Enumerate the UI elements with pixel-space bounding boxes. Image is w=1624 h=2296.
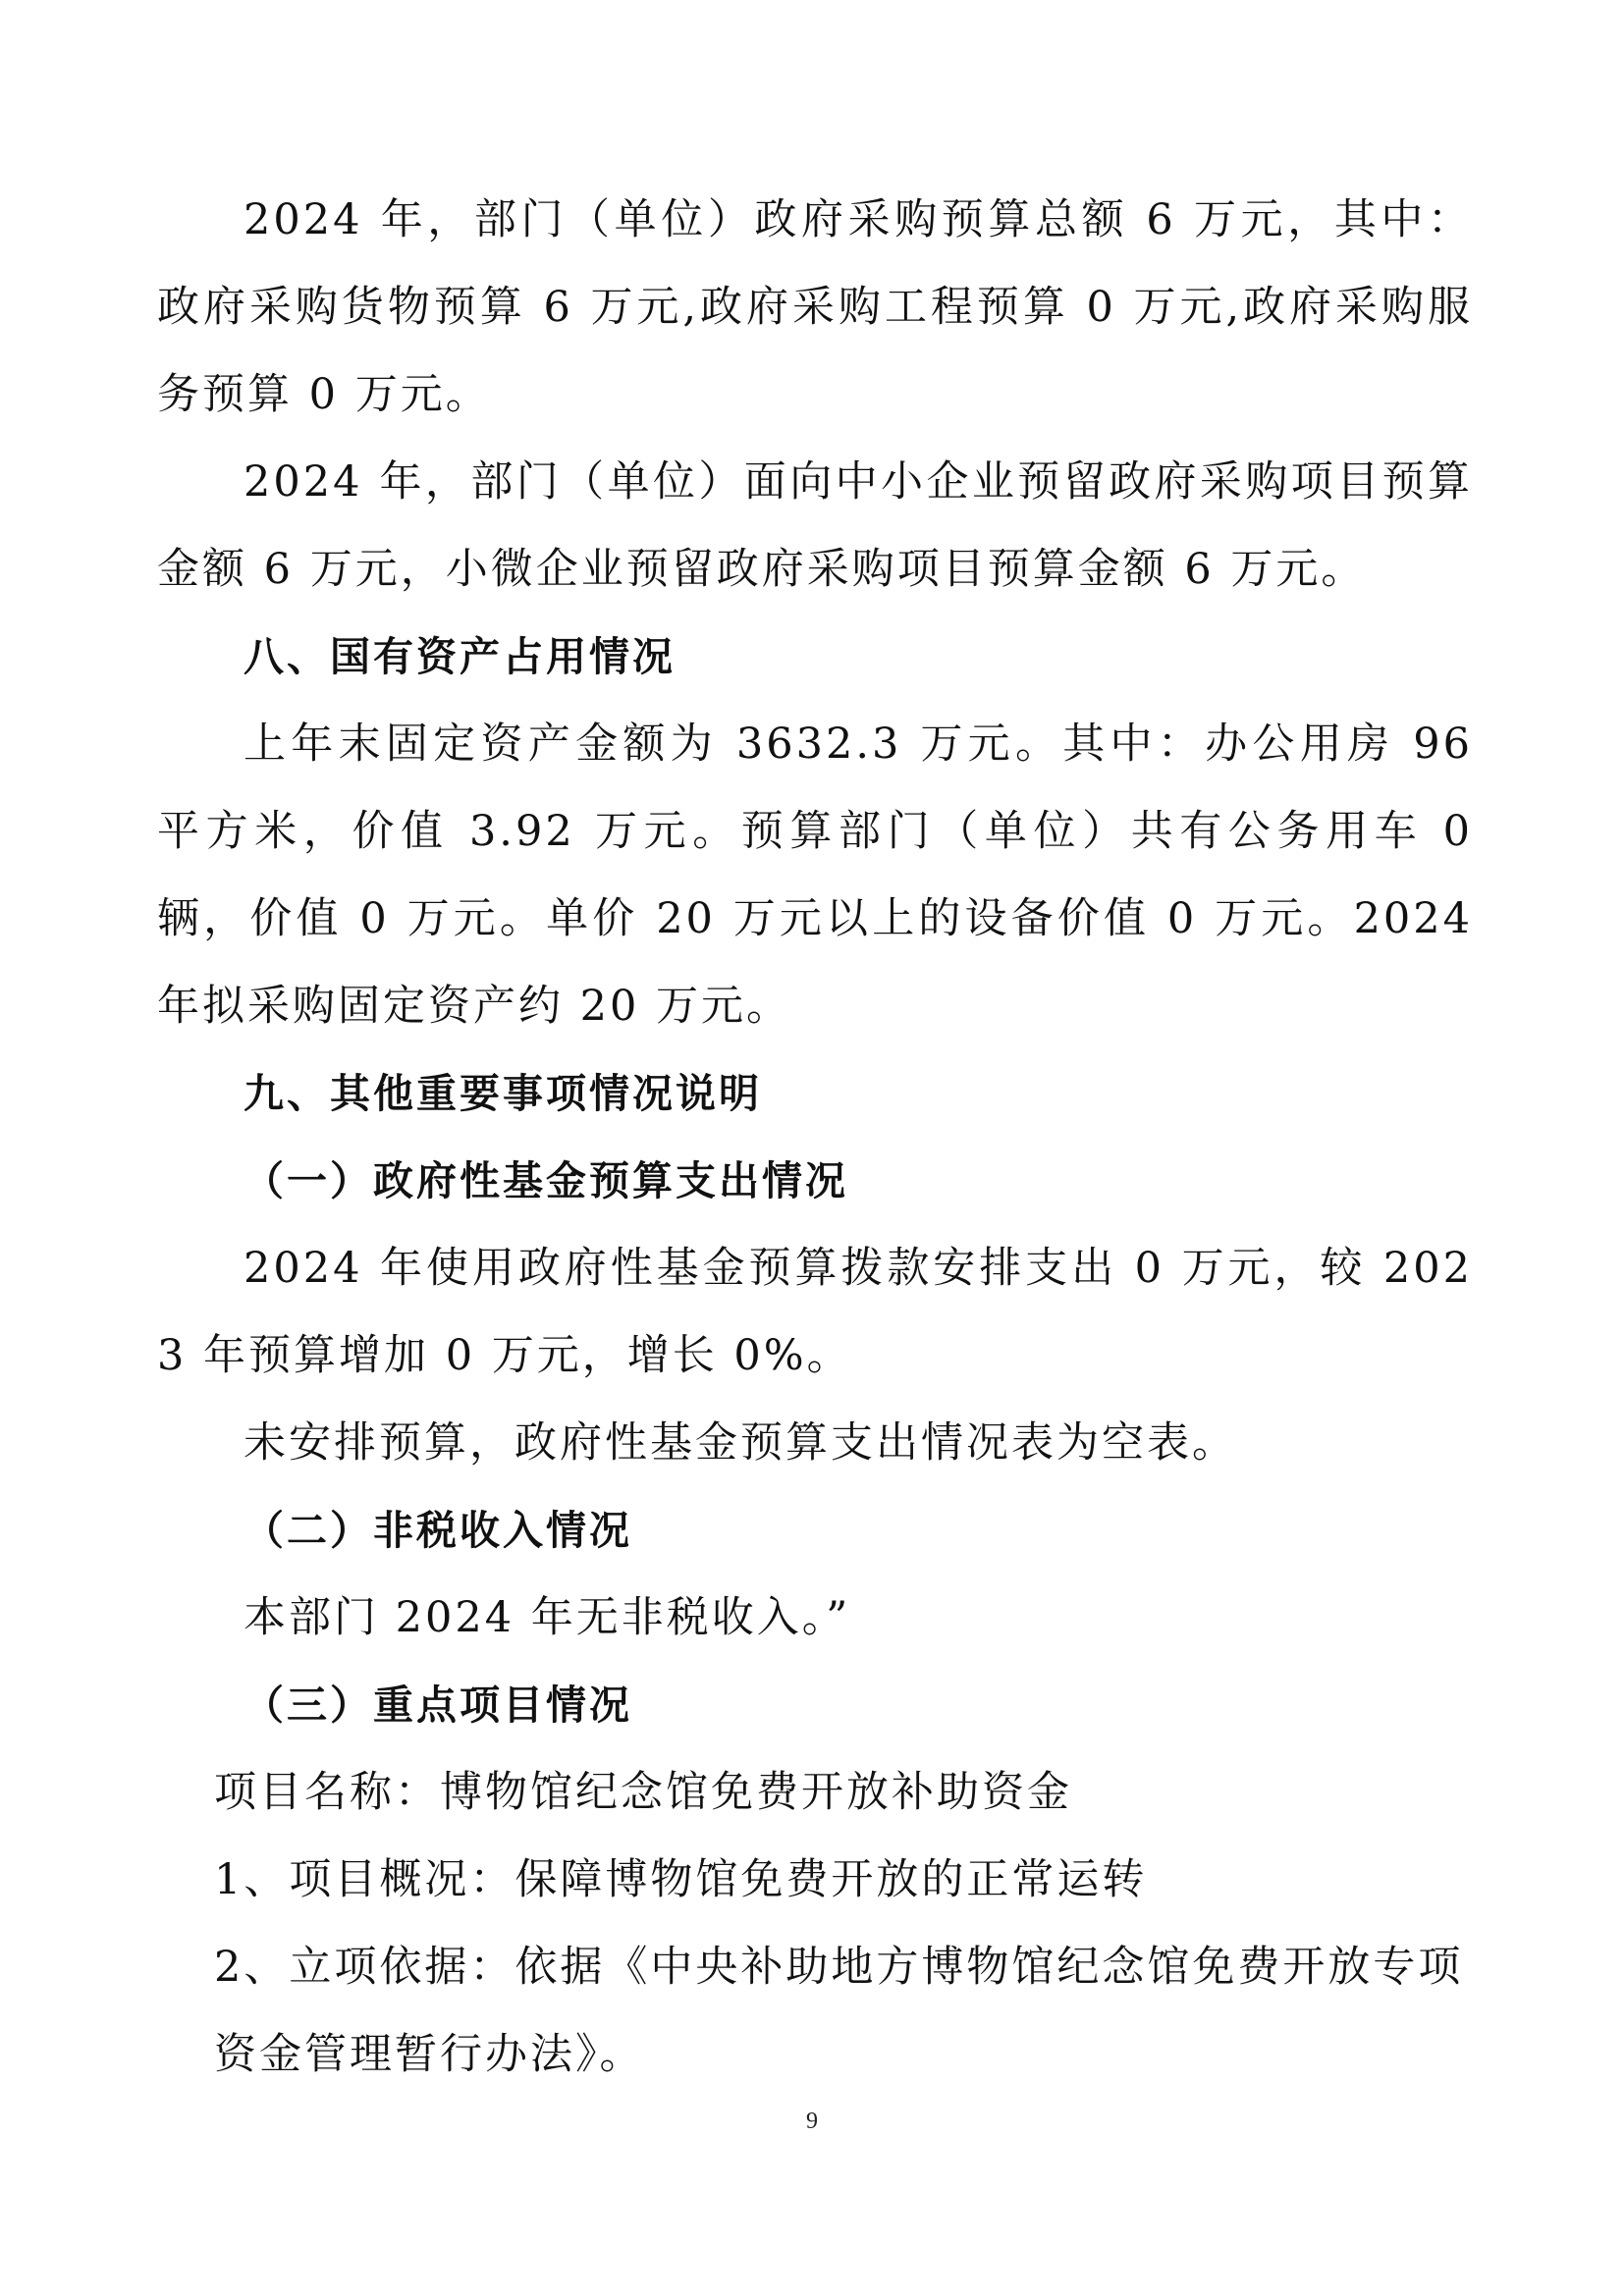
subheading-non-tax-revenue: （二）非税收入情况 bbox=[244, 1507, 632, 1554]
section-heading-other-matters: 九、其他重要事项情况说明 bbox=[244, 1070, 762, 1117]
subheading-government-fund: （一）政府性基金预算支出情况 bbox=[244, 1157, 848, 1204]
paragraph-fixed-assets: 上年末固定资产金额为 3632.3 万元。其中：办公用房 96 平方米，价值 3.92 万元。预算部门（单位）共有公务用车 0 辆，价值 0 万元。单价 20 万元以上的设备价值 0 万元。2024 年拟采购固定资产约 20 万元。 bbox=[157, 720, 1473, 1031]
paragraph-non-tax-revenue: 本部门 2024 年无非税收入。” bbox=[244, 1593, 851, 1642]
paragraph-procurement-budget: 2024 年，部门（单位）政府采购预算总额 6 万元，其中：政府采购货物预算 6 万元,政府采购工程预算 0 万元,政府采购服务预算 0 万元。 bbox=[157, 195, 1473, 419]
paragraph-government-fund-expenditure: 2024 年使用政府性基金预算拨款安排支出 0 万元，较 2023 年预算增加 0 万元，增长 0%。 bbox=[157, 1244, 1473, 1380]
paragraph-no-budget-note: 未安排预算，政府性基金预算支出情况表为空表。 bbox=[244, 1418, 1237, 1468]
subheading-key-projects: （三）重点项目情况 bbox=[244, 1682, 632, 1729]
section-heading-state-assets: 八、国有资产占用情况 bbox=[244, 633, 676, 680]
paragraph-sme-reserved-budget: 2024 年，部门（单位）面向中小企业预留政府采购项目预算金额 6 万元，小微企业预留政府采购项目预算金额 6 万元。 bbox=[157, 457, 1473, 594]
page-number: 9 bbox=[806, 2109, 818, 2134]
project-overview: 1、项目概况：保障博物馆免费开放的正常运转 bbox=[214, 1855, 1148, 1904]
project-basis: 2、立项依据：依据《中央补助地方博物馆纪念馆免费开放专项资金管理暂行办法》。 bbox=[214, 1943, 1464, 2079]
document-body bbox=[157, 177, 1473, 2099]
project-name: 项目名称：博物馆纪念馆免费开放补助资金 bbox=[214, 1768, 1072, 1817]
